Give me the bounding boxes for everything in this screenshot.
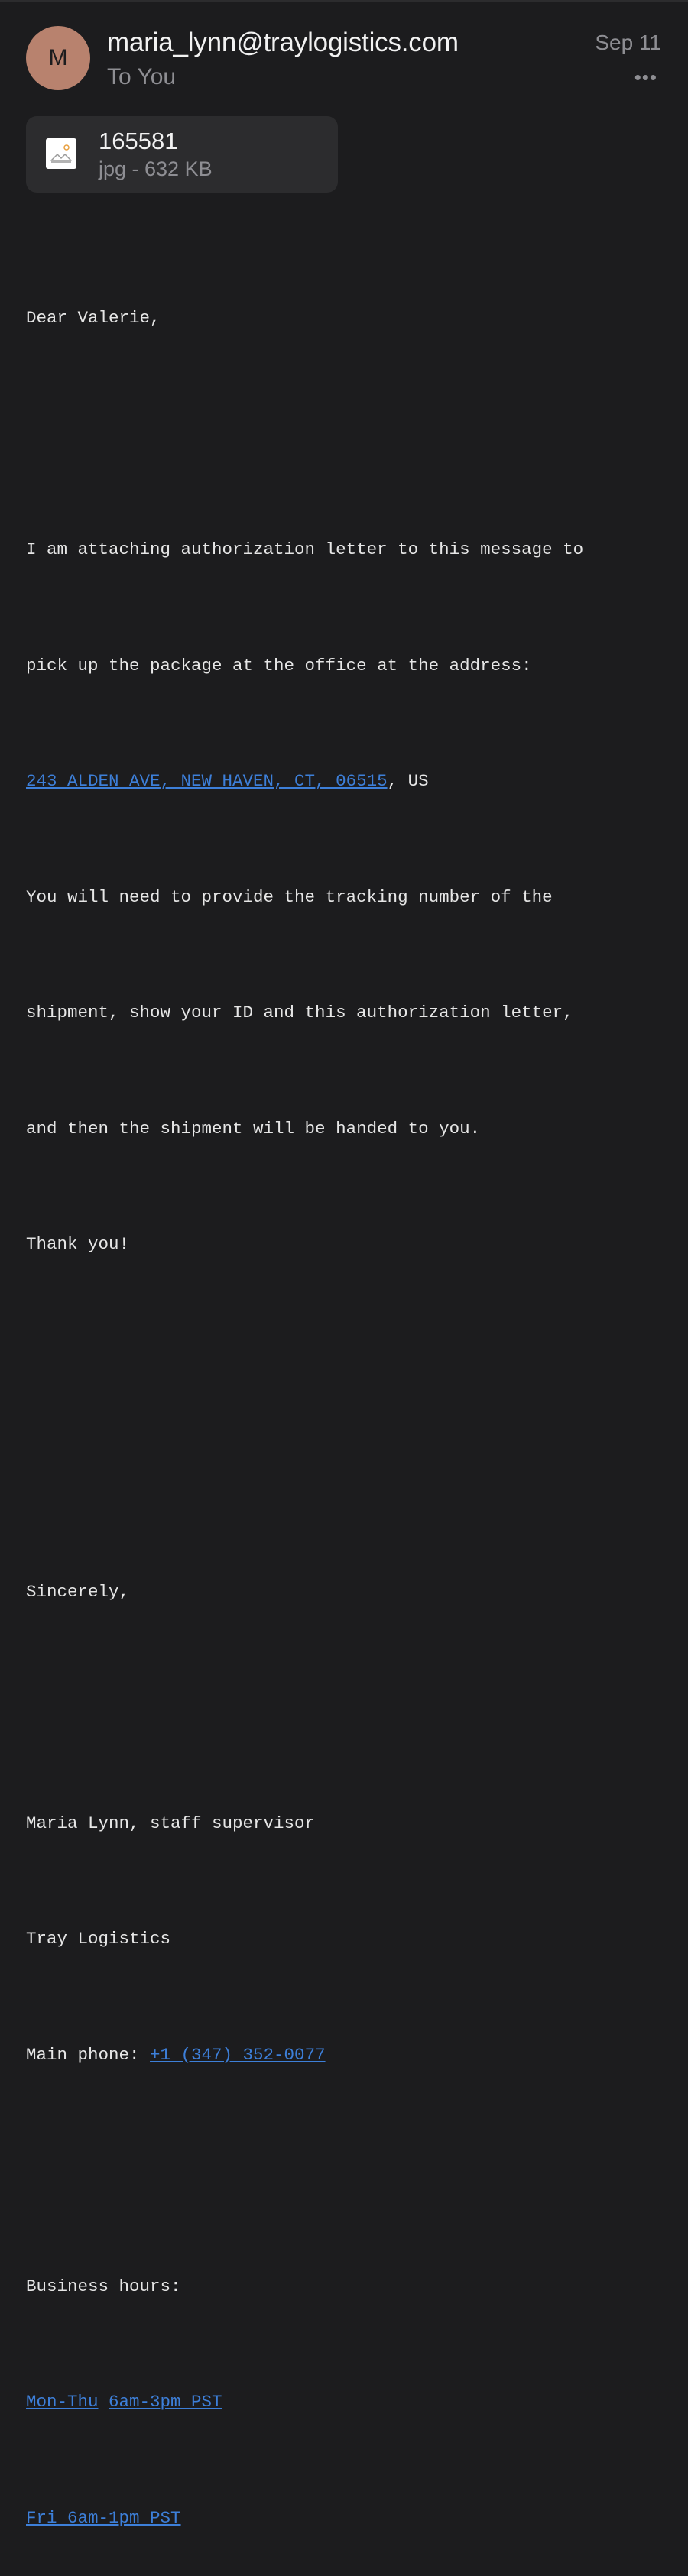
blank-line <box>26 2151 668 2190</box>
top-divider <box>0 0 688 2</box>
blank-line <box>26 1341 668 1380</box>
body-line-1: I am attaching authorization letter to this message to <box>26 540 584 559</box>
phone-line <box>26 2036 668 2075</box>
message-date: Sep 11 <box>595 31 661 54</box>
recipient-label[interactable]: To You <box>107 64 177 89</box>
greeting: Dear Valerie, <box>26 308 161 328</box>
phone-link[interactable]: +1 (347) 352-0077 <box>150 2044 326 2065</box>
body-line-4: You will need to provide the tracking number of the <box>26 886 553 907</box>
body-line-5: shipment, show your ID and this authorization letter, <box>26 1003 573 1022</box>
blank-line <box>26 1688 668 1727</box>
body-line-2: pick up the package at the office at the address: <box>26 655 532 676</box>
address-suffix: , US <box>387 771 429 791</box>
avatar[interactable] <box>26 26 90 90</box>
company-name: Tray Logistics <box>26 1929 171 1949</box>
sender-address[interactable]: maria_lynn@traylogistics.com <box>107 28 459 57</box>
attachment-name: 165581 <box>99 128 178 154</box>
blank-line <box>26 415 668 454</box>
hours-link-days[interactable]: Mon-Thu <box>26 2392 99 2412</box>
hours-line-1 <box>26 2383 668 2422</box>
thanks-line: Thank you! <box>26 1234 130 1254</box>
hours-title: Business hours: <box>26 2276 181 2296</box>
body-line-6: and then the shipment will be handed to you. <box>26 1118 481 1139</box>
message-body <box>26 222 668 2576</box>
more-options-icon[interactable]: ••• <box>634 66 657 89</box>
signature-name: Maria Lynn, staff supervisor <box>26 1813 316 1833</box>
address-link[interactable]: 243 ALDEN AVE, NEW HAVEN, CT, 06515 <box>26 771 388 791</box>
address-line <box>26 762 668 801</box>
hours-link-friday[interactable]: Fri 6am-1pm PST <box>26 2507 181 2528</box>
image-file-icon <box>46 138 76 169</box>
blank-line <box>26 1456 668 1495</box>
avatar-initial: M <box>48 45 68 70</box>
attachment-meta: jpg - 632 KB <box>99 157 213 180</box>
attachment-card[interactable] <box>26 116 338 193</box>
hours-line-2 <box>26 2499 668 2538</box>
closing-line: Sincerely, <box>26 1581 130 1602</box>
hours-link-times[interactable]: 6am-3pm PST <box>109 2392 222 2412</box>
phone-prefix: Main phone: <box>26 2044 151 2065</box>
